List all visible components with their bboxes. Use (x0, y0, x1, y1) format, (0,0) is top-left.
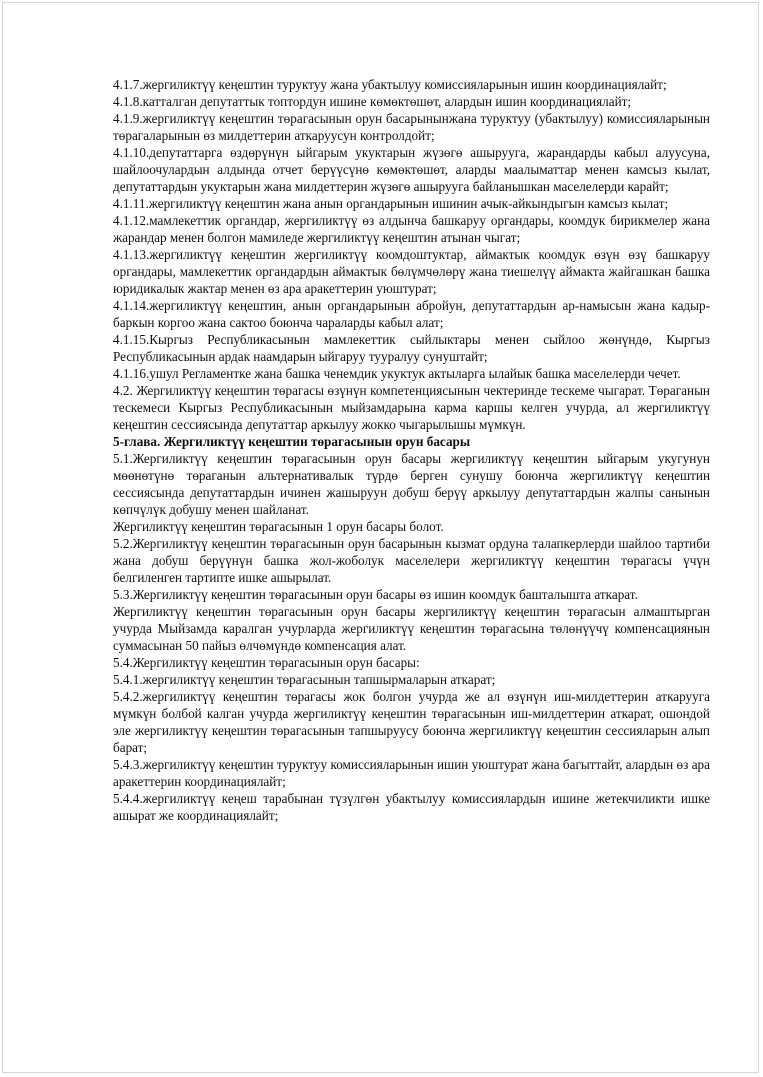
document-page (2, 2, 759, 1073)
document-body (113, 76, 710, 824)
paragraph-4-1-11: 4.1.11.жергиликтүү кеңештин жана анын органдарынын ишинин ачык-айкындыгын камсыз кылат; (113, 196, 669, 211)
paragraph-4-1-9: 4.1.9.жергиликтүү кеңештин төрагасынын орун басарынынжана туруктуу (убактылуу) комиссияларынын төрагаларынын өз милдеттерин аткаруусун контролдойт; (113, 111, 710, 143)
paragraph-5-2: 5.2.Жергиликтүү кеңештин төрагасынын орун басарынын кызмат ордуна талапкерлерди шайлоо тартиби жана добуш берүүнүн башка жол-жоболук маселелери жергиликтүү кеңештин төрагасы үчүн белгиленген тартипте ишке ашырылат. (113, 536, 710, 585)
paragraph-5-4-1: 5.4.1.жергиликтүү кеңештин төрагасынын тапшырмаларын аткарат; (113, 672, 496, 687)
paragraph-4-1-16: 4.1.16.ушул Регламентке жана башка ченемдик укуктук актыларга ылайык башка маселелерди чечет. (113, 366, 681, 381)
paragraph-5-4-2: 5.4.2.жергиликтүү кеңештин төрагасы жок болгон учурда же ал өзүнүн иш-милдеттерин аткарууга мүмкүн болбой калган учурда жергиликтүү кеңештин төрагасынын иш-милдеттерин аткарат, ошондой эле жергиликтүү кеңештин төрагасынын тапшыруусу боюнча жергиликтүү кеңештин сессияларын алып барат; (113, 689, 710, 755)
paragraph-4-1-12: 4.1.12.мамлекеттик органдар, жергиликтүү өз алдынча башкаруу органдары, коомдук бирикмелер жана жарандар менен болгон мамиледе жергиликтүү кеңештин атынан чыгат; (113, 213, 710, 245)
paragraph-5-4-4: 5.4.4.жергиликтүү кеңеш тарабынан түзүлгөн убактылуу комиссиялардын ишине жетекчиликти ишке ашырат же координациялайт; (113, 791, 710, 823)
paragraph-5-1: 5.1.Жергиликтүү кеңештин төрагасынын орун басары жергиликтүү кеңештин ыйгарым укугунун мөөнөтүнө төраганын альтернативалык түрдө берген сунушу боюнча жергиликтүү кеңештин сессиясында депутаттардын ичинен жашыруун добуш берүү аркылуу депутаттардын жалпы санынын көпчүлүк добушу менен шайланат. (113, 451, 710, 517)
paragraph-4-1-13: 4.1.13.жергиликтүү кеңештин жергиликтүү коомдоштуктар, аймактык коомдук өзүн өзү башкаруу органдары, мамлекеттик органдардын аймактык бөлүмчөлөрү жана тиешелүү аймакта жайгашкан башка юридикалык жактар менен өз ара аракеттерин уюштурат; (113, 247, 710, 296)
chapter-5-heading: 5-глава. Жергиликтүү кеңештин төрагасынын орун басары (113, 434, 471, 449)
paragraph-5-3-compensation: Жергиликтүү кеңештин төрагасынын орун басары жергиликтүү кеңештин төрагасын алмаштырган учурда Мыйзамда каралган учурларда жергиликтүү кеңештин төрагасына төлөнүүчү компенсациянын суммасынан 50 пайыз өлчөмүндө компенсация алат. (113, 604, 710, 653)
paragraph-5-4: 5.4.Жергиликтүү кеңештин төрагасынын орун басары: (113, 655, 420, 670)
paragraph-4-1-7: 4.1.7.жергиликтүү кеңештин туруктуу жана убактылуу комиссияларынын ишин координациялайт; (113, 77, 667, 92)
paragraph-4-2: 4.2. Жергиликтүү кеңештин төрагасы өзүнүн компетенциясынын чектеринде тескеме чыгарат. Төраганын тескемеси Кыргыз Республикасынын мыйзамдарына карма каршы келген учурда, ал жергиликтүү кеңештин сессиясында депутаттар аркылуу жокко чыгарылышы мүмкүн. (113, 383, 710, 432)
paragraph-5-4-3: 5.4.3.жергиликтүү кеңештин туруктуу комиссияларынын ишин уюштурат жана багыттайт, алардын өз ара аракеттерин координациялайт; (113, 757, 710, 789)
paragraph-4-1-15: 4.1.15.Кыргыз Республикасынын мамлекеттик сыйлыктары менен сыйлоо жөнүндө, Кыргыз Республикасынын ардак наамдарын ыйгаруу тууралуу сунуштайт; (113, 332, 710, 364)
paragraph-5-3: 5.3.Жергиликтүү кеңештин төрагасынын орун басары өз ишин коомдук башталышта аткарат. (113, 587, 638, 602)
paragraph-4-1-8: 4.1.8.катталган депутаттык топтордун ишине көмөктөшөт, алардын ишин координациялайт; (113, 94, 632, 109)
paragraph-4-1-14: 4.1.14.жергиликтүү кеңештин, анын органдарынын абройун, депутаттардын ар-намысын жана кадыр-баркын коргоо жана сактоо боюнча чараларды кабыл алат; (113, 298, 710, 330)
paragraph-5-1-note: Жергиликтүү кеңештин төрагасынын 1 орун басары болот. (113, 519, 444, 534)
paragraph-4-1-10: 4.1.10.депутаттарга өздөрүнүн ыйгарым укуктарын жүзөгө ашырууга, жарандарды кабыл алуусуна, шайлоочулардын алдында отчет берүүсүнө көмөктөшөт, аларды маалыматтар менен камсыз кылат, депутаттардын укуктарын жана милдеттерин жүзөгө ашырууга байланышкан маселелерди карайт; (113, 145, 710, 194)
